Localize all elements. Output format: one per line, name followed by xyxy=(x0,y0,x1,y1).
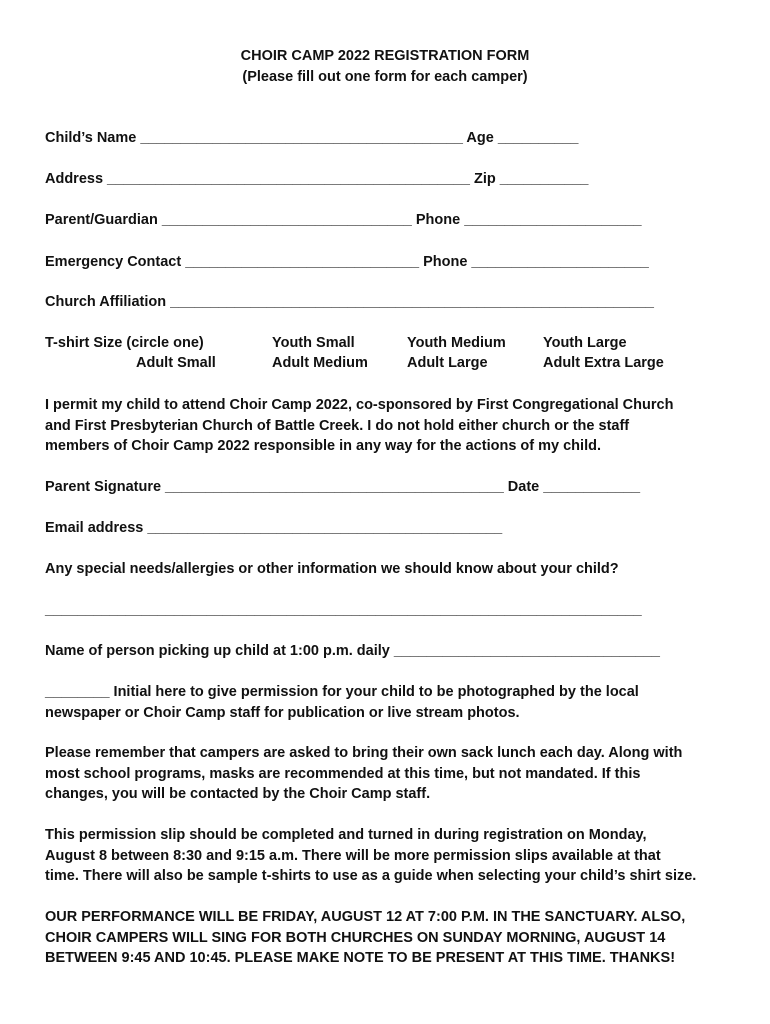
church-affiliation-field[interactable]: Church Affiliation ____________________________________________________________ xyxy=(45,294,654,310)
reminder-line: most school programs, masks are recommended at this time, but not mandated. If this xyxy=(45,765,641,782)
form-subtitle: (Please fill out one form for each camper) xyxy=(242,69,528,85)
permission-line: I permit my child to attend Choir Camp 2022, co-sponsored by First Congregational Church xyxy=(45,397,674,413)
parent-guardian-field[interactable]: Parent/Guardian _______________________________ Phone ______________________ xyxy=(45,212,642,228)
photo-permission-line: newspaper or Choir Camp staff for publication or live stream photos. xyxy=(45,704,520,721)
slip-info-line: time. There will also be sample t-shirts to use as a guide when selecting your child’s shirt size. xyxy=(45,868,697,884)
reminder-paragraph xyxy=(45,743,735,805)
tshirt-option-adult-small[interactable]: Adult Small xyxy=(136,355,216,371)
email-field[interactable]: Email address ____________________________________________ xyxy=(45,520,503,536)
photo-initial-field[interactable]: ________ Initial here to give permission for your child to be photographed by the local xyxy=(45,684,639,700)
performance-line: BETWEEN 9:45 AND 10:45. PLEASE MAKE NOTE TO BE PRESENT AT THIS TIME. THANKS! xyxy=(45,950,676,966)
permission-paragraph xyxy=(45,395,735,457)
tshirt-option-youth-small[interactable]: Youth Small xyxy=(272,335,355,351)
special-needs-field[interactable]: __________________________________________________________________________ xyxy=(45,602,642,618)
photo-permission-paragraph xyxy=(45,682,735,723)
tshirt-option-youth-large[interactable]: Youth Large xyxy=(543,335,627,351)
permission-line: and First Presbyterian Church of Battle Creek. I do not hold either church or the staff xyxy=(45,417,630,434)
reminder-line: Please remember that campers are asked to bring their own sack lunch each day. Along with xyxy=(45,745,683,761)
performance-paragraph xyxy=(45,907,735,969)
form-title: CHOIR CAMP 2022 REGISTRATION FORM xyxy=(240,48,530,64)
address-field[interactable]: Address _____________________________________________ Zip ___________ xyxy=(45,171,589,187)
tshirt-option-adult-medium[interactable]: Adult Medium xyxy=(272,355,368,371)
emergency-contact-field[interactable]: Emergency Contact _____________________________ Phone ______________________ xyxy=(45,254,649,270)
performance-line: CHOIR CAMPERS WILL SING FOR BOTH CHURCHES ON SUNDAY MORNING, AUGUST 14 xyxy=(45,929,666,946)
special-needs-question: Any special needs/allergies or other information we should know about your child? xyxy=(45,561,619,577)
permission-line: members of Choir Camp 2022 responsible in any way for the actions of my child. xyxy=(45,438,601,454)
slip-info-line: August 8 between 8:30 and 9:15 a.m. There will be more permission slips available at that xyxy=(45,847,661,864)
performance-line: OUR PERFORMANCE WILL BE FRIDAY, AUGUST 12 AT 7:00 P.M. IN THE SANCTUARY. ALSO, xyxy=(45,909,686,925)
tshirt-option-adult-xl[interactable]: Adult Extra Large xyxy=(543,355,664,371)
pickup-person-field[interactable]: Name of person picking up child at 1:00 p.m. daily _________________________________ xyxy=(45,643,660,659)
tshirt-size-label: T-shirt Size (circle one) xyxy=(45,335,204,351)
slip-info-line: This permission slip should be completed and turned in during registration on Monday, xyxy=(45,827,647,843)
child-name-field[interactable]: Child’s Name ________________________________________ Age __________ xyxy=(45,130,579,146)
tshirt-option-adult-large[interactable]: Adult Large xyxy=(407,355,488,371)
reminder-line: changes, you will be contacted by the Choir Camp staff. xyxy=(45,786,431,802)
slip-info-paragraph xyxy=(45,825,735,887)
parent-signature-field[interactable]: Parent Signature __________________________________________ Date ____________ xyxy=(45,479,641,495)
tshirt-option-youth-medium[interactable]: Youth Medium xyxy=(407,335,506,351)
